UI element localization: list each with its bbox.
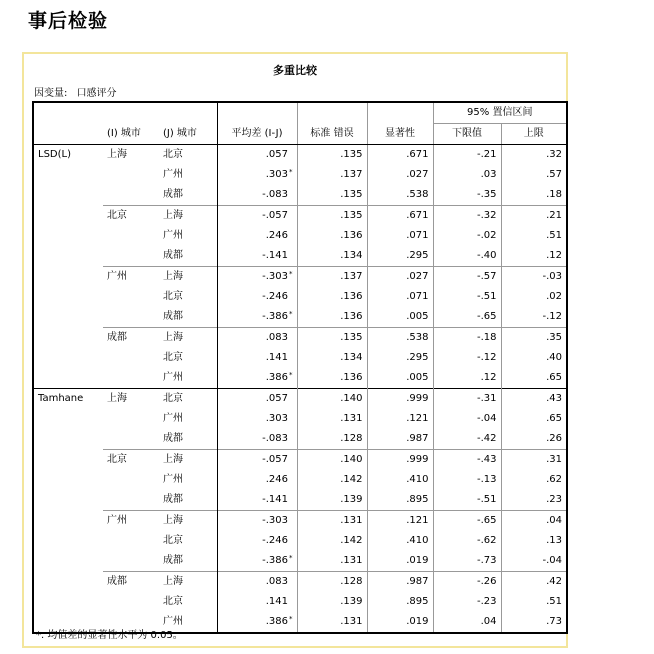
mean-diff-value: -.246 [262,291,288,302]
mean-diff-value: .057 [265,393,288,404]
table-row [33,511,567,532]
std-err-cell: .135 [297,328,367,349]
mean-diff-cell [217,328,297,349]
sig-cell: .019 [367,612,433,633]
std-err-cell: .137 [297,267,367,288]
i-city-cell: 上海 [103,389,159,450]
j-city-cell: 北京 [163,352,183,363]
ci-lower-cell: -.42 [433,429,501,450]
j-city-cell: 广州 [163,474,183,485]
table-row [33,572,567,593]
std-err-cell: .128 [297,572,367,593]
sig-cell: .121 [367,409,433,429]
mean-diff-value: -.083 [262,189,288,200]
std-err-cell: .131 [297,551,367,572]
mean-diff-value: .083 [265,332,288,343]
mean-diff-value: -.303 [262,271,288,282]
sig-cell: .895 [367,592,433,612]
sig-cell: .671 [367,206,433,227]
std-err-cell: .135 [297,145,367,166]
j-city-cell: 上海 [159,328,217,349]
j-city-cell: 广州 [163,372,183,383]
sig-cell: .005 [367,368,433,389]
ci-upper-cell: .23 [501,490,567,511]
mean-diff-cell [217,490,297,511]
mean-diff-cell [217,145,297,166]
std-err-cell: .137 [297,165,367,185]
ci-upper-cell: -.04 [501,551,567,572]
ci-upper-cell: .02 [501,287,567,307]
multiple-comparisons-table [32,101,568,634]
mean-diff-value: -.386 [262,311,288,322]
dependent-variable [34,84,117,99]
sig-cell: .027 [367,165,433,185]
header-mean-diff: 平均差 (I-J) [217,102,297,145]
sig-cell: .538 [367,328,433,349]
ci-lower-cell: -.23 [433,592,501,612]
mean-diff-cell [217,409,297,429]
j-city-cell: 广州 [163,230,183,241]
mean-diff-value: .083 [265,576,288,587]
sig-cell: .410 [367,470,433,490]
mean-diff-value: -.303 [262,515,288,526]
ci-upper-cell: -.12 [501,307,567,328]
std-err-cell: .136 [297,368,367,389]
mean-diff-value: -.386 [262,555,288,566]
sig-cell: .027 [367,267,433,288]
ci-upper-cell: .73 [501,612,567,633]
j-city-cell: 上海 [159,450,217,471]
sig-cell: .987 [367,429,433,450]
i-city-cell: 北京 [103,206,159,267]
i-city-cell: 广州 [103,511,159,572]
table-row [33,450,567,471]
ci-upper-cell: .32 [501,145,567,166]
i-city-cell: 成都 [103,572,159,634]
j-city-cell: 成都 [163,555,183,566]
mean-diff-value: -.057 [262,210,288,221]
j-city-cell: 广州 [163,413,183,424]
j-city-cell: 上海 [159,511,217,532]
std-err-cell: .139 [297,592,367,612]
ci-upper-cell: -.03 [501,267,567,288]
mean-diff-cell [217,307,297,328]
ci-upper-cell: .65 [501,409,567,429]
j-city-cell: 北京 [163,149,183,160]
sig-cell: .999 [367,389,433,410]
std-err-cell: .139 [297,490,367,511]
mean-diff-cell [217,592,297,612]
mean-diff-cell [217,226,297,246]
mean-diff-cell [217,389,297,410]
ci-lower-cell: -.18 [433,328,501,349]
ci-upper-cell: .31 [501,450,567,471]
std-err-cell: .142 [297,531,367,551]
sig-cell: .999 [367,450,433,471]
ci-lower-cell: -.02 [433,226,501,246]
std-err-cell: .134 [297,246,367,267]
std-err-cell: .140 [297,389,367,410]
std-err-cell: .131 [297,612,367,633]
ci-lower-cell: -.12 [433,348,501,368]
header-std-err: 标准 错误 [297,102,367,145]
mean-diff-cell [217,185,297,206]
j-city-cell: 北京 [163,291,183,302]
j-city-cell: 成都 [163,189,183,200]
ci-upper-cell: .40 [501,348,567,368]
ci-lower-cell: -.04 [433,409,501,429]
std-err-cell: .135 [297,185,367,206]
sig-cell: .295 [367,348,433,368]
ci-lower-cell: -.65 [433,307,501,328]
std-err-cell: .128 [297,429,367,450]
header-j-city: (J) 城市 [159,102,217,145]
ci-lower-cell: .12 [433,368,501,389]
ci-lower-cell: -.26 [433,572,501,593]
ci-lower-cell: .04 [433,612,501,633]
ci-lower-cell: -.31 [433,389,501,410]
i-city-cell: 北京 [103,450,159,511]
std-err-cell: .131 [297,511,367,532]
j-city-cell: 广州 [163,616,183,627]
method-name: LSD(L) [38,149,71,160]
mean-diff-value: .303 [265,169,288,180]
j-city-cell: 上海 [159,267,217,288]
mean-diff-cell [217,429,297,450]
table-row [33,267,567,288]
mean-diff-value: -.246 [262,535,288,546]
ci-upper-cell: .18 [501,185,567,206]
mean-diff-value: .303 [265,413,288,424]
header-i-city: (I) 城市 [103,102,159,145]
header-upper: 上限 [501,124,567,145]
j-city-cell: 北京 [163,535,183,546]
mean-diff-cell [217,246,297,267]
ci-upper-cell: .04 [501,511,567,532]
mean-diff-value: -.057 [262,454,288,465]
header-sig: 显著性 [367,102,433,145]
j-city-cell: 北京 [163,596,183,607]
mean-diff-value: .141 [265,352,288,363]
mean-diff-cell [217,551,297,572]
ci-upper-cell: .13 [501,531,567,551]
j-city-cell: 成都 [163,250,183,261]
sig-cell: .071 [367,226,433,246]
ci-lower-cell: -.43 [433,450,501,471]
page-title: 事后检验 [28,10,109,32]
ci-upper-cell: .51 [501,226,567,246]
footnote: *. 均值差的显著性水平为 0.05。 [36,630,183,641]
mean-diff-cell [217,572,297,593]
ci-upper-cell: .57 [501,165,567,185]
ci-upper-cell: .12 [501,246,567,267]
mean-diff-cell [217,612,297,633]
ci-lower-cell: -.62 [433,531,501,551]
ci-lower-cell: .03 [433,165,501,185]
sig-cell: .121 [367,511,433,532]
sig-cell: .987 [367,572,433,593]
significance-star: * [289,168,293,176]
ci-lower-cell: -.13 [433,470,501,490]
ci-lower-cell: -.73 [433,551,501,572]
sig-cell: .019 [367,551,433,572]
table-row [33,389,567,410]
ci-upper-cell: .51 [501,592,567,612]
mean-diff-value: .057 [265,149,288,160]
mean-diff-value: .386 [265,616,288,627]
ci-lower-cell: -.32 [433,206,501,227]
sig-cell: .295 [367,246,433,267]
ci-upper-cell: .21 [501,206,567,227]
mean-diff-cell [217,348,297,368]
ci-upper-cell: .35 [501,328,567,349]
mean-diff-cell [217,470,297,490]
mean-diff-value: -.083 [262,433,288,444]
mean-diff-cell [217,206,297,227]
std-err-cell: .136 [297,287,367,307]
mean-diff-value: .246 [265,230,288,241]
sig-cell: .538 [367,185,433,206]
ci-lower-cell: -.51 [433,287,501,307]
j-city-cell: 成都 [163,433,183,444]
j-city-cell: 成都 [163,311,183,322]
mean-diff-cell [217,531,297,551]
ci-upper-cell: .43 [501,389,567,410]
sig-cell: .071 [367,287,433,307]
ci-lower-cell: -.21 [433,145,501,166]
header-row-1 [33,102,567,124]
std-err-cell: .135 [297,206,367,227]
j-city-cell: 上海 [159,206,217,227]
mean-diff-cell [217,165,297,185]
multiple-comparisons-frame [22,52,568,648]
mean-diff-cell [217,368,297,389]
ci-lower-cell: -.51 [433,490,501,511]
ci-lower-cell: -.35 [433,185,501,206]
mean-diff-value: .141 [265,596,288,607]
std-err-cell: .134 [297,348,367,368]
mean-diff-value: .386 [265,372,288,383]
i-city-cell: 广州 [103,267,159,328]
i-city-cell: 上海 [107,149,127,160]
significance-star: * [289,310,293,318]
sig-cell: .410 [367,531,433,551]
table-row [33,206,567,227]
ci-upper-cell: .26 [501,429,567,450]
ci-lower-cell: -.65 [433,511,501,532]
mean-diff-cell [217,287,297,307]
significance-star: * [289,270,293,278]
ci-lower-cell: -.40 [433,246,501,267]
mean-diff-cell [217,511,297,532]
table-row [33,328,567,349]
header-lower: 下限值 [433,124,501,145]
std-err-cell: .136 [297,307,367,328]
mean-diff-value: .246 [265,474,288,485]
table-row [33,145,567,166]
dependent-label: 因变量: [34,88,68,99]
ci-upper-cell: .65 [501,368,567,389]
significance-star: * [289,554,293,562]
j-city-cell: 上海 [159,572,217,593]
method-name: Tamhane [33,389,103,634]
i-city-cell: 成都 [103,328,159,389]
mean-diff-value: -.141 [262,494,288,505]
std-err-cell: .131 [297,409,367,429]
j-city-cell: 成都 [163,494,183,505]
ci-upper-cell: .62 [501,470,567,490]
sig-cell: .895 [367,490,433,511]
header-ci-group: 95% 置信区间 [433,102,567,124]
std-err-cell: .136 [297,226,367,246]
std-err-cell: .142 [297,470,367,490]
mean-diff-value: -.141 [262,250,288,261]
sig-cell: .005 [367,307,433,328]
j-city-cell: 北京 [159,389,217,410]
sig-cell: .671 [367,145,433,166]
mean-diff-cell [217,267,297,288]
mean-diff-cell [217,450,297,471]
j-city-cell: 广州 [163,169,183,180]
significance-star: * [289,615,293,623]
ci-upper-cell: .42 [501,572,567,593]
ci-lower-cell: -.57 [433,267,501,288]
significance-star: * [289,371,293,379]
dependent-value: 口感评分 [76,88,117,99]
table-title: 多重比较 [273,64,317,77]
std-err-cell: .140 [297,450,367,471]
